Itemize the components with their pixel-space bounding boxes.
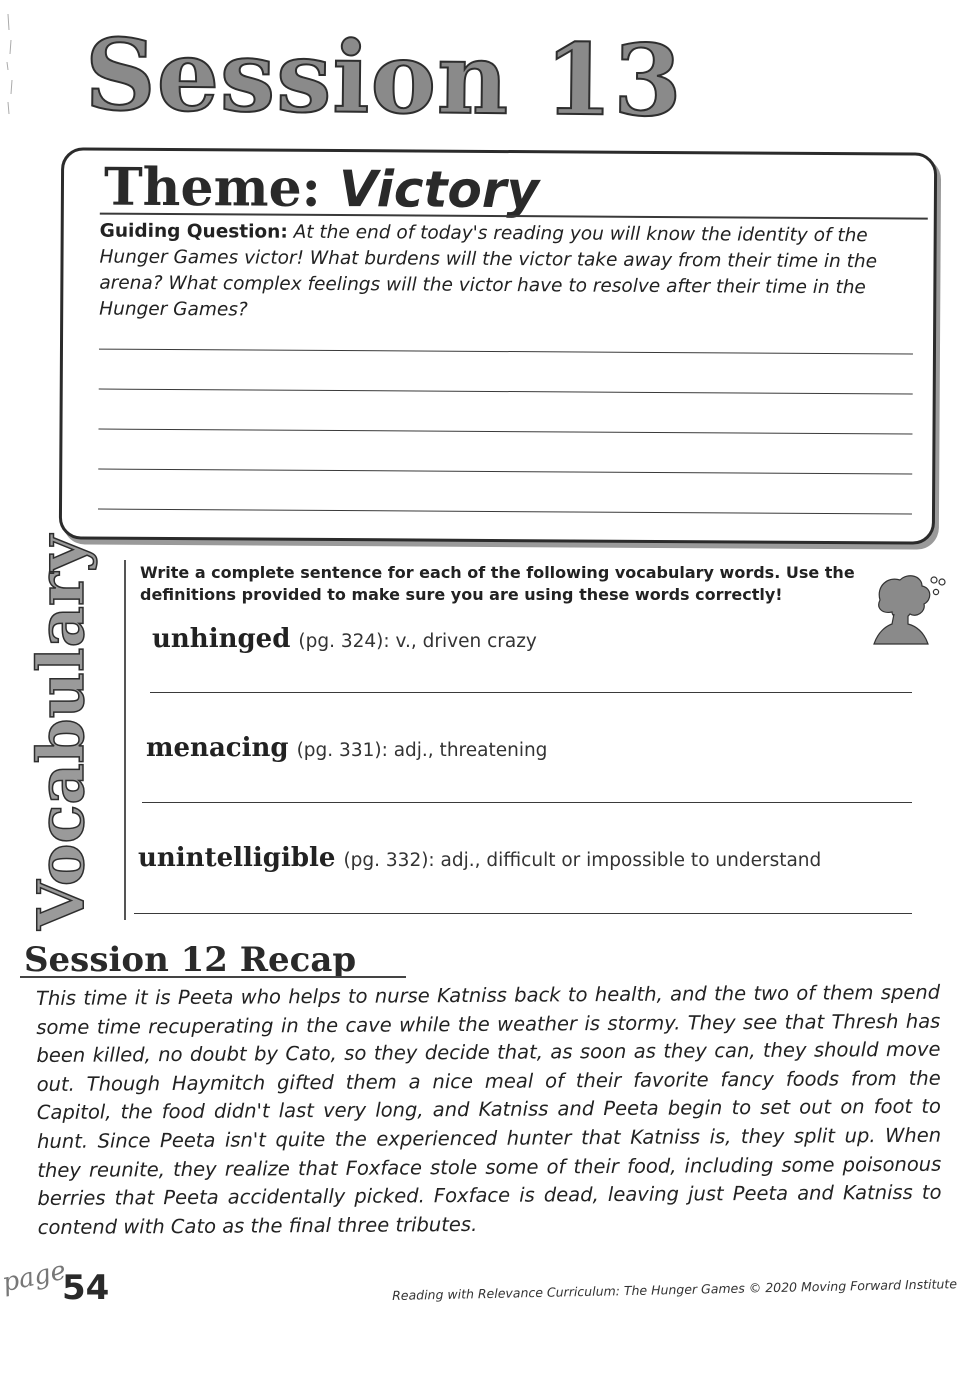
thinking-person-icon: [862, 566, 948, 656]
page-label: page: [0, 1255, 69, 1299]
vocab-term: unintelligible: [138, 843, 336, 873]
vocab-term: menacing: [146, 733, 289, 763]
vocab-definition: (pg. 331): adj., threatening: [296, 740, 548, 761]
answer-line[interactable]: [99, 349, 913, 355]
theme-label: Theme:: [103, 156, 322, 219]
guiding-question: [99, 219, 918, 328]
recap-title: Session 12 Recap: [24, 940, 357, 980]
guiding-question-text: At the end of today's reading you will know the identity of the Hunger Games victor! What burdens will the victor take away from their time in the arena? What complex feelings will the victor have to resolve after their time in the Hunger Games?: [99, 221, 878, 321]
theme-value: Victory: [338, 160, 540, 220]
vocabulary-side-title: Vocabulary: [24, 535, 99, 930]
guiding-question-label: Guiding Question:: [99, 220, 288, 243]
margin-scribble-marks: [2, 10, 22, 120]
vocab-answer-line[interactable]: [142, 802, 912, 803]
vocab-definition: (pg. 332): adj., difficult or impossible to understand: [343, 850, 822, 871]
answer-line[interactable]: [98, 429, 912, 435]
vocab-item: [146, 733, 547, 763]
answer-line[interactable]: [98, 469, 912, 475]
recap-underline: [20, 976, 406, 978]
vocab-item: [138, 843, 821, 873]
vocab-term: unhinged: [152, 624, 291, 654]
vocab-answer-line[interactable]: [134, 913, 912, 914]
footer-credit: Reading with Relevance Curriculum: The Hunger Games © 2020 Moving Forward Institute: [392, 1276, 958, 1303]
session-title: Session 13: [84, 17, 684, 140]
vocabulary-divider: [124, 560, 126, 920]
theme-box: [59, 147, 937, 544]
answer-line[interactable]: [98, 509, 912, 515]
recap-text: This time it is Peeta who helps to nurse Katniss back to health, and the two of them spend some time recuperating in the cave while the weather is stormy. They see that Thresh has been killed, no doubt by Cato, so they decide that, as soon as they can, they should move out. Though Haymitch gifted them a nice meal of their favorite fancy foods from the Capitol, the food didn't last very long, and Katniss and Peeta begin to set out on foot to hunt. Since Peeta isn't quite the experienced hunter that Katniss is, they split up. When they reunite, they realize that Foxface stole some of their food, including some poisonous berries that Peeta accidentally picked. Foxface is dead, leaving just Peeta and Katniss to contend with Cato as the final three tributes.: [36, 980, 942, 1239]
vocab-item: [152, 624, 537, 654]
theme-title: [104, 157, 539, 221]
page-number: 54: [62, 1268, 110, 1308]
vocab-answer-line[interactable]: [150, 692, 912, 693]
vocabulary-instructions: Write a complete sentence for each of the following vocabulary words. Use the definitions provided to make sure you are using these words correctly!: [140, 563, 855, 604]
answer-line[interactable]: [99, 389, 913, 395]
vocab-definition: (pg. 324): v., driven crazy: [298, 631, 537, 652]
